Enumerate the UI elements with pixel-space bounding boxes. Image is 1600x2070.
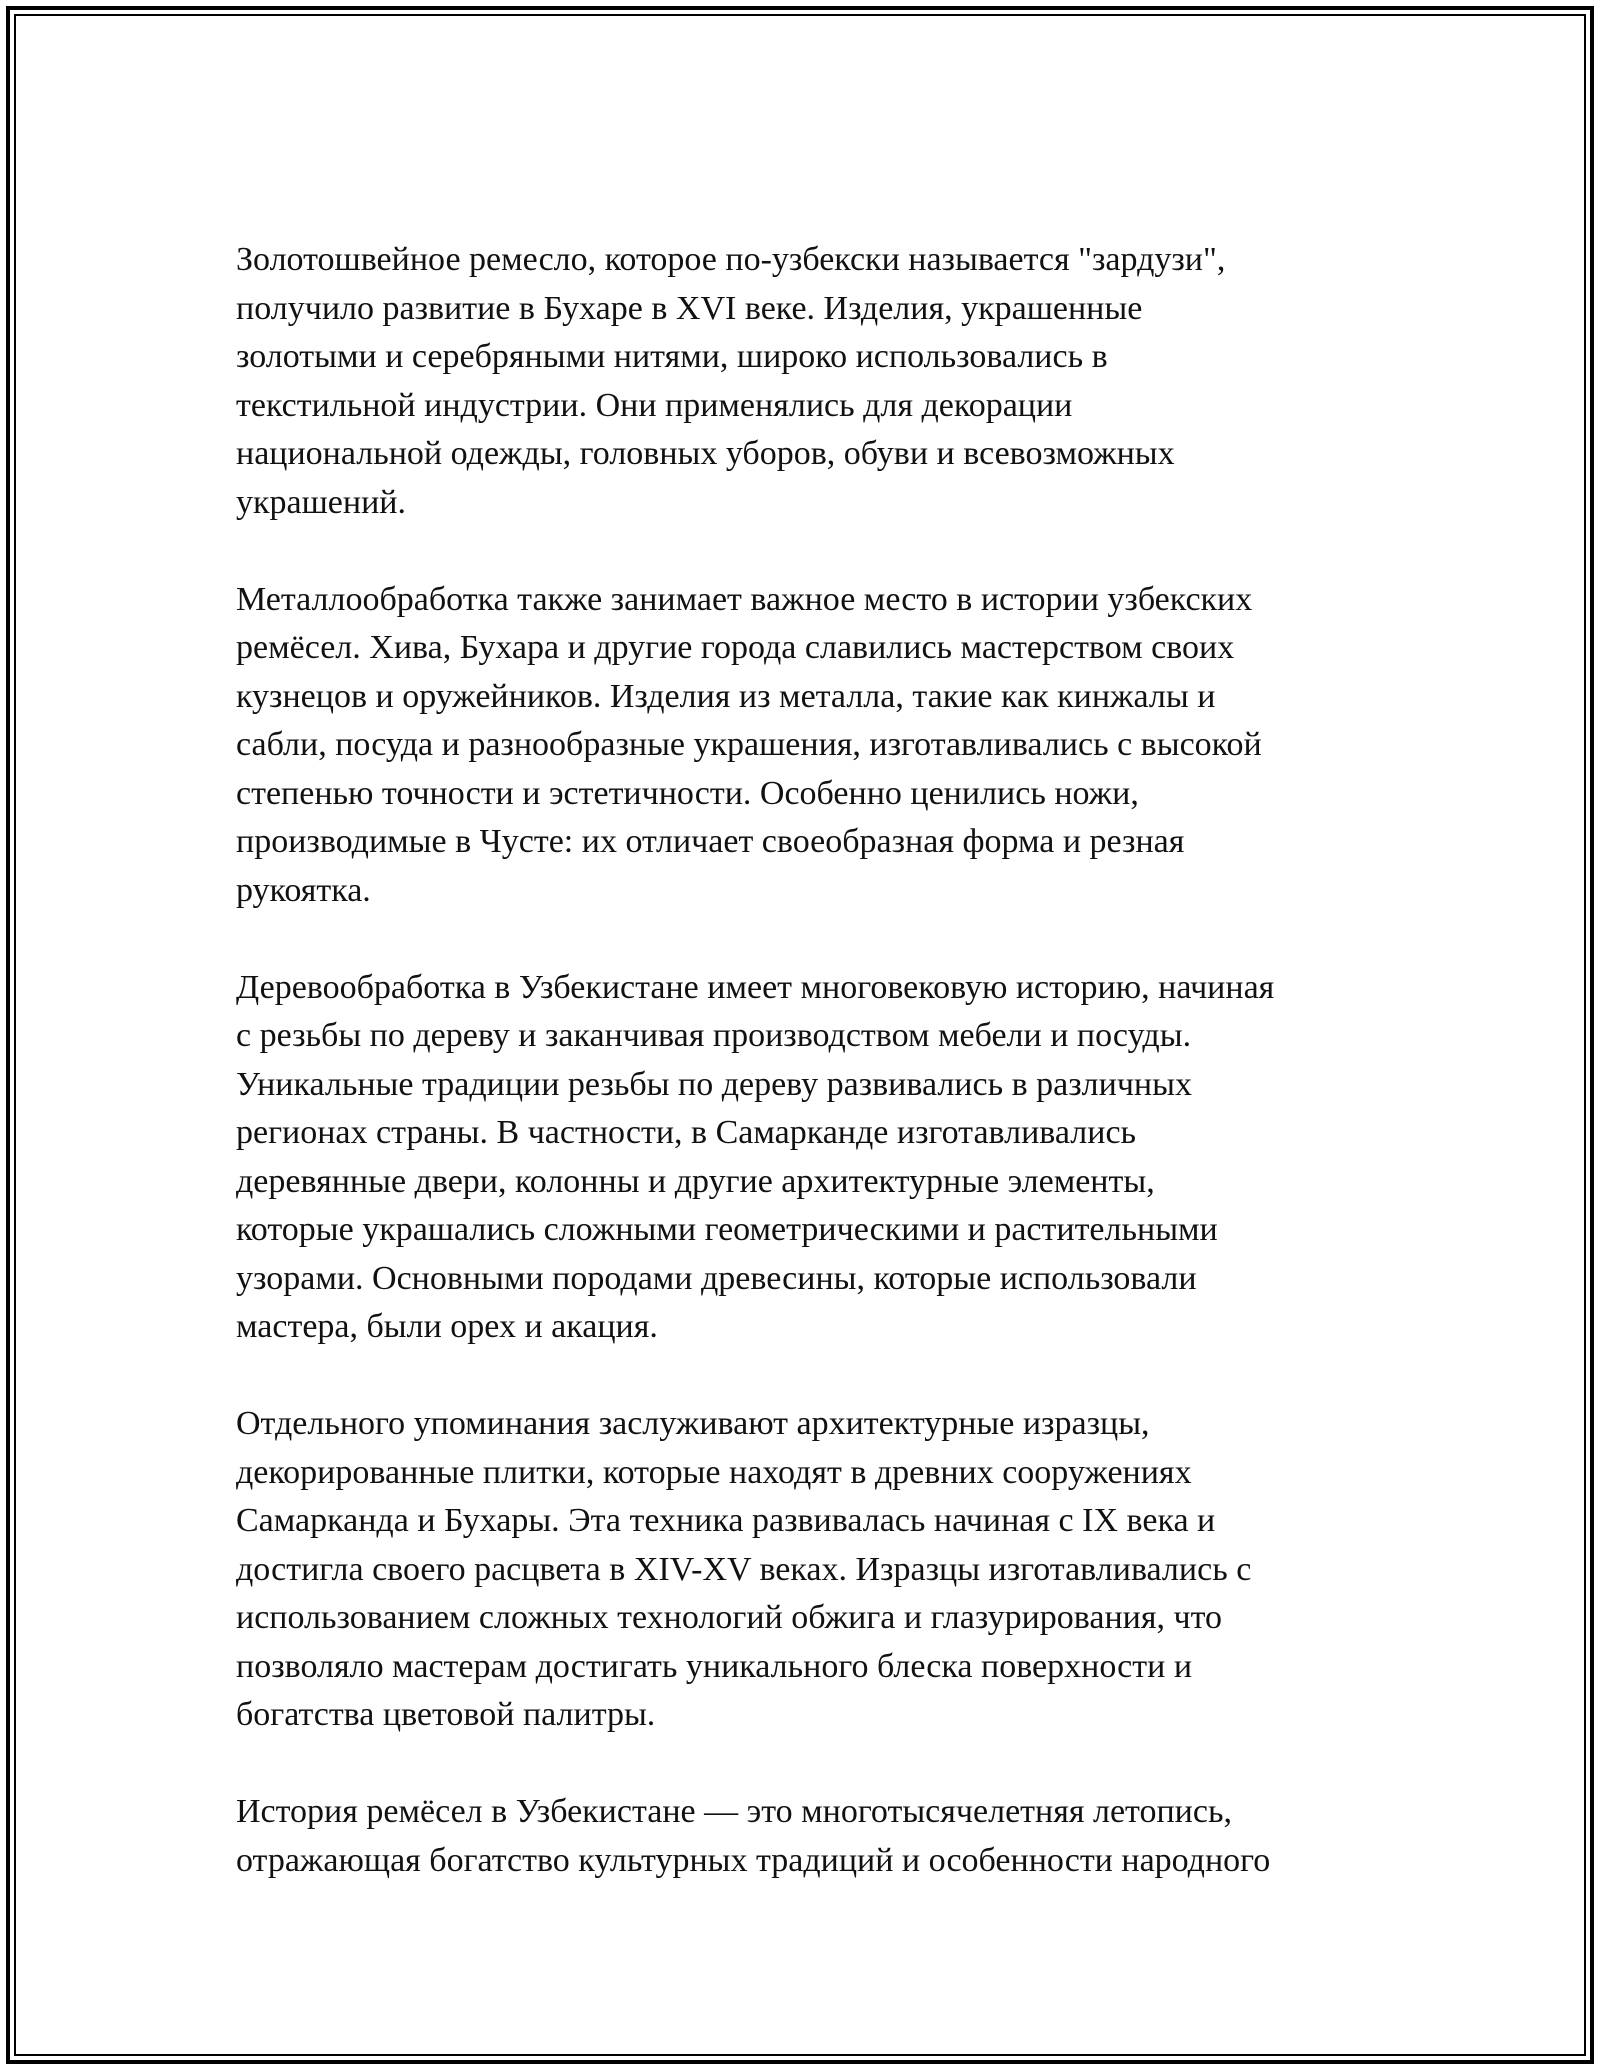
text-line: позволяло мастерам достигать уникального блеска поверхности и [236,1647,1193,1685]
text-line: которые украшались сложными геометрическими и растительными [236,1211,1218,1248]
text-line: Деревообработка в Узбекистане имеет многовековую историю, начиная [236,968,1275,1006]
text-line: Самарканда и Бухары. Эта техника развивалась начиная с IX века и [236,1502,1216,1539]
text-line: богатства цветовой палитры. [236,1696,656,1733]
text-line: степенью точности и эстетичности. Особенно ценились ножи, [236,774,1139,812]
text-line: кузнецов и оружейников. Изделия из металла, такие как кинжалы и [236,677,1216,715]
paragraph-metalwork [236,576,1406,916]
text-line: производимые в Чусте: их отличает своеобразная форма и резная [236,823,1185,860]
text-line: деревянные двери, колонны и другие архитектурные элементы, [236,1162,1155,1200]
text-line: Металлообработка также занимает важное место в истории узбекских [236,580,1253,618]
text-line: рукоятка. [236,871,371,909]
text-line: Золотошвейное ремесло, которое по-узбекски называется "зардузи", [236,241,1226,278]
text-line: с резьбы по дереву и заканчивая производством мебели и посуды. [236,1017,1192,1054]
text-line: История ремёсел в Узбекистане — это многотысячелетняя летопись, [236,1793,1232,1830]
text-line: получило развитие в Бухаре в XVI веке. Изделия, украшенные [236,289,1143,327]
text-line: национальной одежды, головных уборов, обуви и всевозможных [236,435,1175,472]
paragraph-gold-embroidery [236,236,1406,527]
text-line: использованием сложных технологий обжига и глазурирования, что [236,1599,1223,1636]
paragraph-history [236,1788,1406,1885]
text-line: мастера, были орех и акация. [236,1308,658,1345]
text-line: узорами. Основными породами древесины, которые использовали [236,1259,1197,1297]
text-line: отражающая богатство культурных традиций и особенности народного [236,1841,1271,1879]
text-line: ремёсел. Хива, Бухара и другие города славились мастерством своих [236,629,1235,666]
text-line: текстильной индустрии. Они применялись для декорации [236,386,1073,424]
text-line: декорированные плитки, которые находят в древних сооружениях [236,1453,1192,1491]
text-line: сабли, посуда и разнообразные украшения, изготавливались с высокой [236,726,1262,763]
text-line: Отдельного упоминания заслуживают архитектурные изразцы, [236,1405,1150,1442]
text-line: украшений. [236,483,406,521]
text-line: достигла своего расцвета в XIV-XV веках. Изразцы изготавливались с [236,1550,1252,1588]
text-line: регионах страны. В частности, в Самарканде изготавливались [236,1114,1137,1151]
paragraph-tiles [236,1400,1406,1740]
text-line: золотыми и серебряными нитями, широко использовались в [236,338,1108,375]
text-line: Уникальные традиции резьбы по дереву развивались в различных [236,1065,1192,1103]
document-body [236,236,1406,1934]
paragraph-woodwork [236,964,1406,1352]
